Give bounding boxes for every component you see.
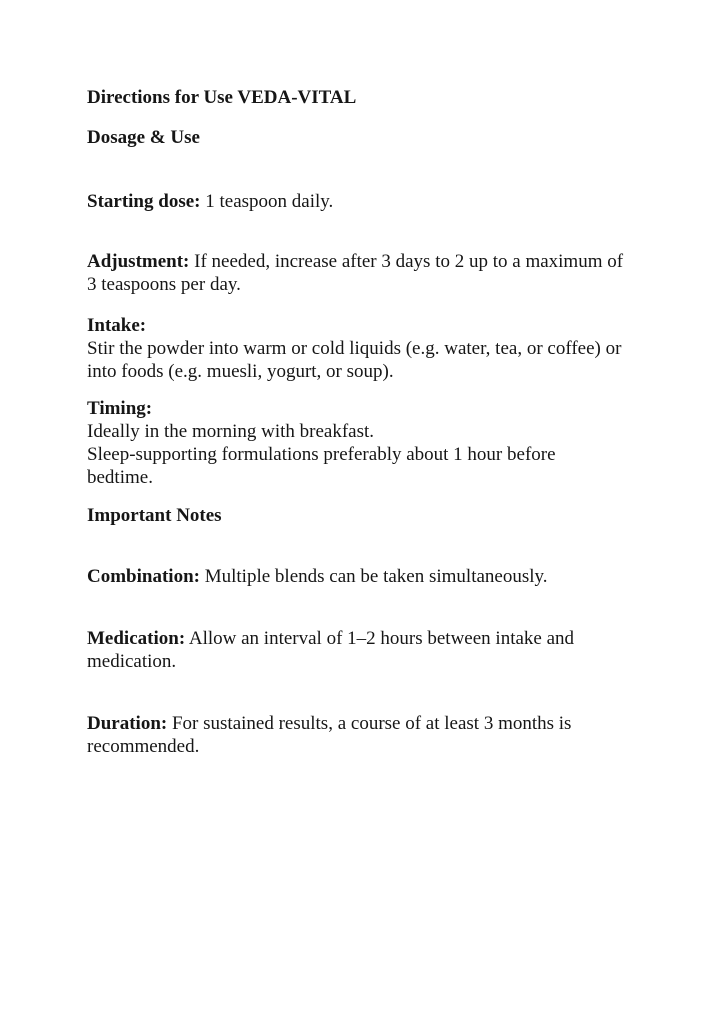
combination-text: Multiple blends can be taken simultaneously.	[204, 566, 548, 587]
adjustment-label: Adjustment:	[87, 251, 190, 272]
duration-label: Duration:	[87, 713, 168, 734]
timing-line-3: bedtime.	[87, 467, 153, 488]
medication-line-1	[87, 627, 654, 650]
paragraph-duration	[87, 712, 654, 758]
adjustment-text-1: If needed, increase after 3 days to 2 up to a maximum of	[194, 251, 624, 272]
medication-label: Medication:	[87, 628, 186, 649]
starting-dose-text: 1 teaspoon daily.	[205, 191, 334, 212]
starting-dose-line	[87, 190, 654, 213]
intake-label: Intake:	[87, 315, 147, 336]
duration-line-1	[87, 712, 654, 735]
medication-text-1: Allow an interval of 1–2 hours between intake and	[188, 628, 575, 649]
heading-dosage-and-use: Dosage & Use	[87, 127, 200, 148]
medication-line-2: medication.	[87, 651, 177, 672]
document-title: Directions for Use VEDA-VITAL	[87, 87, 357, 108]
intake-line-2: into foods (e.g. muesli, yogurt, or soup).	[87, 361, 394, 382]
paragraph-medication	[87, 627, 654, 673]
timing-line-1: Ideally in the morning with breakfast.	[87, 421, 375, 442]
intake-line-1: Stir the powder into warm or cold liquids (e.g. water, tea, or coffee) or	[87, 338, 622, 359]
starting-dose-label: Starting dose:	[87, 191, 201, 212]
heading-important-notes: Important Notes	[87, 505, 222, 526]
paragraph-adjustment	[87, 250, 654, 296]
paragraph-combination	[87, 565, 654, 588]
duration-text-1: For sustained results, a course of at least 3 months is	[171, 713, 572, 734]
timing-line-2: Sleep-supporting formulations preferably about 1 hour before	[87, 444, 556, 465]
adjustment-line-2: 3 teaspoons per day.	[87, 274, 241, 295]
paragraph-intake	[87, 314, 654, 383]
combination-label: Combination:	[87, 566, 200, 587]
paragraph-starting-dose	[87, 190, 654, 213]
adjustment-line-1	[87, 250, 654, 273]
timing-label: Timing:	[87, 398, 153, 419]
duration-line-2: recommended.	[87, 736, 200, 757]
combination-line	[87, 565, 654, 588]
paragraph-timing	[87, 397, 654, 489]
